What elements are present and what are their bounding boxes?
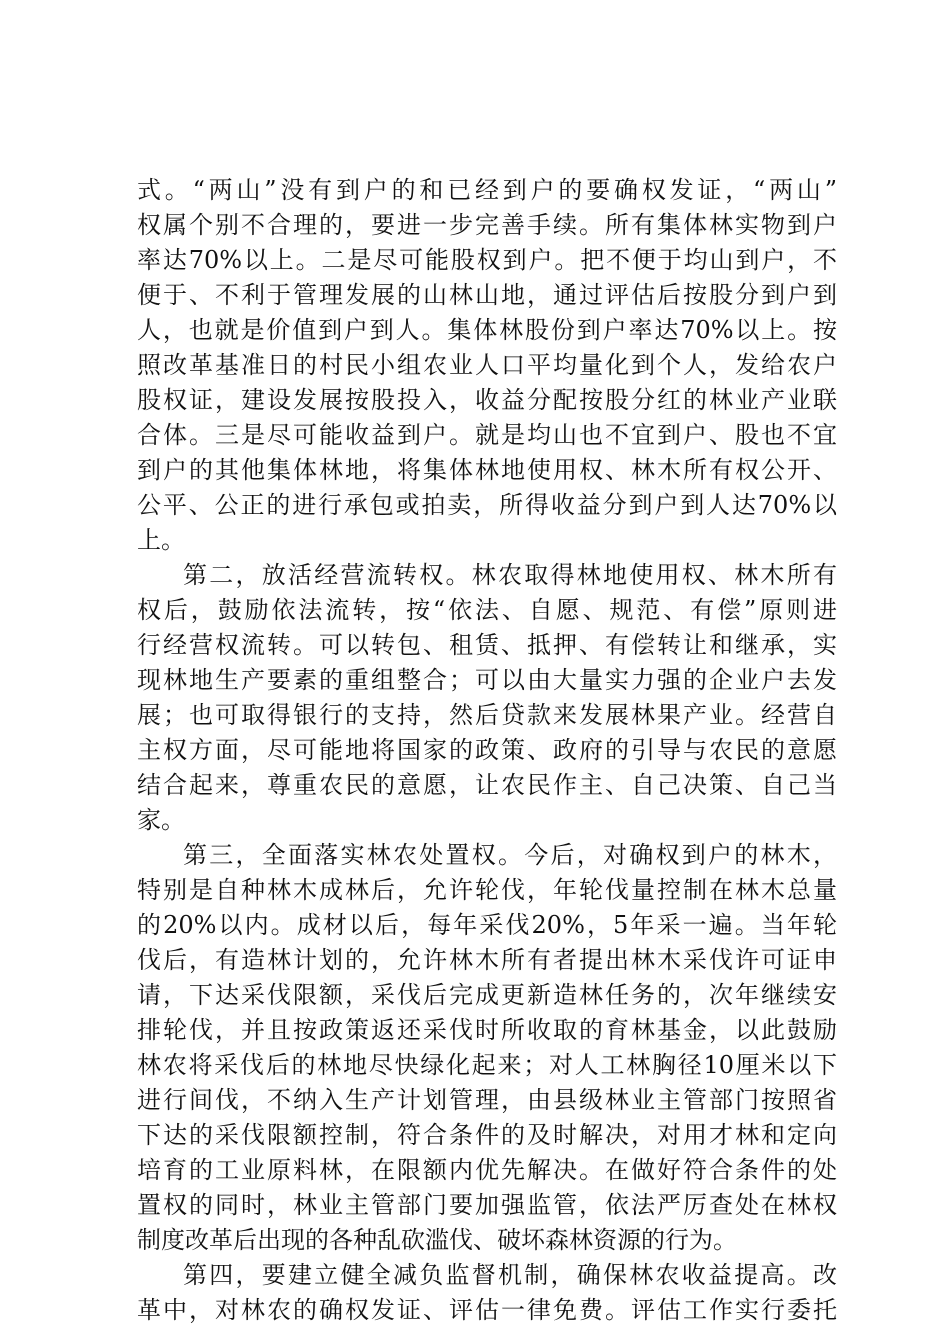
text-line: 结合起来，尊重农民的意愿，让农民作主、自己决策、自己当 [137,771,837,799]
text-line: 进行间伐，不纳入生产计划管理，由县级林业主管部门按照省 [137,1086,837,1114]
text-line: 革中，对林农的确权发证、评估一律免费。评估工作实行委托 [137,1296,837,1324]
text-line: 请，下达采伐限额，采伐后完成更新造林任务的，次年继续安 [137,981,837,1009]
text-line: 权后，鼓励依法流转，按“依法、自愿、规范、有偿”原则进 [137,596,837,624]
text-line: 置权的同时，林业主管部门要加强监管，依法严厉查处在林权 [137,1191,837,1219]
text-line: 特别是自种林木成林后，允许轮伐，年轮伐量控制在林木总量 [137,876,837,904]
text-line: 照改革基准日的村民小组农业人口平均量化到个人，发给农户 [137,351,837,379]
text-line: 便于、不利于管理发展的山林山地，通过评估后按股分到户到 [137,281,837,309]
text-line: 制度改革后出现的各种乱砍滥伐、破坏森林资源的行为。 [137,1226,737,1254]
paragraph-first-line: 第三，全面落实林农处置权。今后，对确权到户的林木， [183,841,837,869]
text-line: 培育的工业原料林，在限额内优先解决。在做好符合条件的处 [137,1156,837,1184]
text-line: 下达的采伐限额控制，符合条件的及时解决，对用才林和定向 [137,1121,837,1149]
text-line: 率达70%以上。二是尽可能股权到户。把不便于均山到户，不 [137,246,837,274]
paragraph-first-line: 第二，放活经营流转权。林农取得林地使用权、林木所有 [183,561,837,589]
text-line: 到户的其他集体林地，将集体林地使用权、林木所有权公开、 [137,456,837,484]
text-line: 排轮伐，并且按政策返还采伐时所收取的育林基金，以此鼓励 [137,1016,837,1044]
text-line: 现林地生产要素的重组整合；可以由大量实力强的企业户去发 [137,666,837,694]
text-line: 行经营权流转。可以转包、租赁、抵押、有偿转让和继承，实 [137,631,837,659]
text-line: 的20%以内。成材以后，每年采伐20%，5年采一遍。当年轮 [137,911,837,939]
document-body [137,173,837,1328]
text-line: 主权方面，尽可能地将国家的政策、政府的引导与农民的意愿 [137,736,837,764]
text-line: 人，也就是价值到户到人。集体林股份到户率达70%以上。按 [137,316,837,344]
paragraph-first-line: 第四，要建立健全减负监督机制，确保林农收益提高。改 [183,1261,837,1289]
text-line: 展；也可取得银行的支持，然后贷款来发展林果产业。经营自 [137,701,837,729]
text-line: 家。 [137,806,185,834]
text-line: 合体。三是尽可能收益到户。就是均山也不宜到户、股也不宜 [137,421,837,449]
text-line: 公平、公正的进行承包或拍卖，所得收益分到户到人达70%以 [137,491,837,519]
text-line: 伐后，有造林计划的，允许林木所有者提出林木采伐许可证申 [137,946,837,974]
text-line: 式。“两山”没有到户的和已经到户的要确权发证，“两山” [137,176,837,204]
text-line: 股权证，建设发展按股投入，收益分配按股分红的林业产业联 [137,386,837,414]
text-line: 林农将采伐后的林地尽快绿化起来；对人工林胸径10厘米以下 [137,1051,837,1079]
text-line: 上。 [137,526,185,554]
text-line: 权属个别不合理的，要进一步完善手续。所有集体林实物到户 [137,211,837,239]
